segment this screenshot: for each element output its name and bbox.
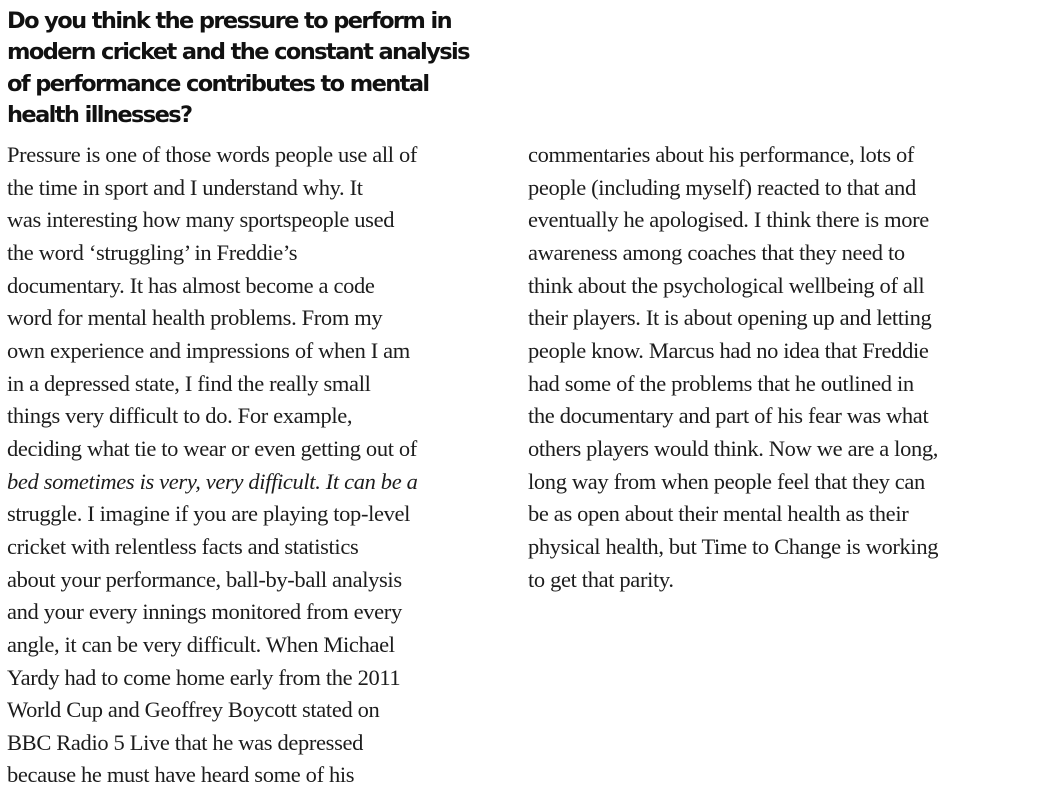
answer-column-right: [528, 139, 1040, 596]
body-text-line: others players would think. Now we are a long,: [528, 435, 939, 461]
answer-column-left: [7, 139, 517, 792]
body-text-line: angle, it can be very difficult. When Michael: [7, 631, 395, 657]
body-text-line: was interesting how many sportspeople used: [7, 207, 395, 233]
question-line: modern cricket and the constant analysis: [7, 39, 469, 66]
body-text-line: think about the psychological wellbeing of all: [528, 272, 925, 298]
body-text-line: their players. It is about opening up and letting: [528, 305, 932, 331]
body-text-line: in a depressed state, I find the really small: [7, 370, 371, 396]
body-text-line: Yardy had to come home early from the 2011: [7, 664, 401, 690]
body-text-line: Pressure is one of those words people use all of: [7, 142, 417, 167]
body-text-line: eventually he apologised. I think there is more: [528, 207, 929, 233]
body-text-line: and your every innings monitored from every: [7, 599, 402, 625]
body-text-line: own experience and impressions of when I am: [7, 337, 410, 363]
interview-question-heading: [7, 6, 522, 131]
body-text-line: BBC Radio 5 Live that he was depressed: [7, 729, 364, 755]
question-line: health illnesses?: [7, 101, 192, 128]
body-text-line: people know. Marcus had no idea that Freddie: [528, 337, 929, 363]
body-text-line: the time in sport and I understand why. It: [7, 174, 363, 200]
body-text-line: to get that parity.: [528, 566, 674, 592]
body-text-line: bed sometimes is very, very difficult. It can be a: [7, 468, 418, 494]
body-text-line: be as open about their mental health as their: [528, 501, 909, 527]
body-text-line: World Cup and Geoffrey Boycott stated on: [7, 697, 380, 723]
body-text-line: people (including myself) reacted to that and: [528, 174, 916, 200]
body-text-line: deciding what tie to wear or even getting out of: [7, 435, 417, 461]
body-text-line: awareness among coaches that they need to: [528, 239, 905, 265]
body-text-line: documentary. It has almost become a code: [7, 272, 375, 298]
body-text-line: had some of the problems that he outlined in: [528, 370, 914, 396]
body-text-line: cricket with relentless facts and statistics: [7, 533, 359, 559]
body-text-line: because he must have heard some of his: [7, 762, 355, 788]
body-text-line: the word ‘struggling’ in Freddie’s: [7, 239, 298, 265]
body-text-line: about your performance, ball-by-ball analysis: [7, 566, 402, 592]
body-text-line: commentaries about his performance, lots of: [528, 142, 915, 167]
body-text-line: long way from when people feel that they can: [528, 468, 925, 494]
body-text-line: struggle. I imagine if you are playing top-level: [7, 501, 411, 527]
body-text-line: word for mental health problems. From my: [7, 305, 383, 331]
body-text-line: physical health, but Time to Change is working: [528, 533, 939, 559]
question-line: of performance contributes to mental: [7, 70, 429, 97]
body-text-line: the documentary and part of his fear was what: [528, 403, 929, 429]
question-line: Do you think the pressure to perform in: [7, 8, 452, 34]
body-text-line: things very difficult to do. For example,: [7, 403, 353, 429]
